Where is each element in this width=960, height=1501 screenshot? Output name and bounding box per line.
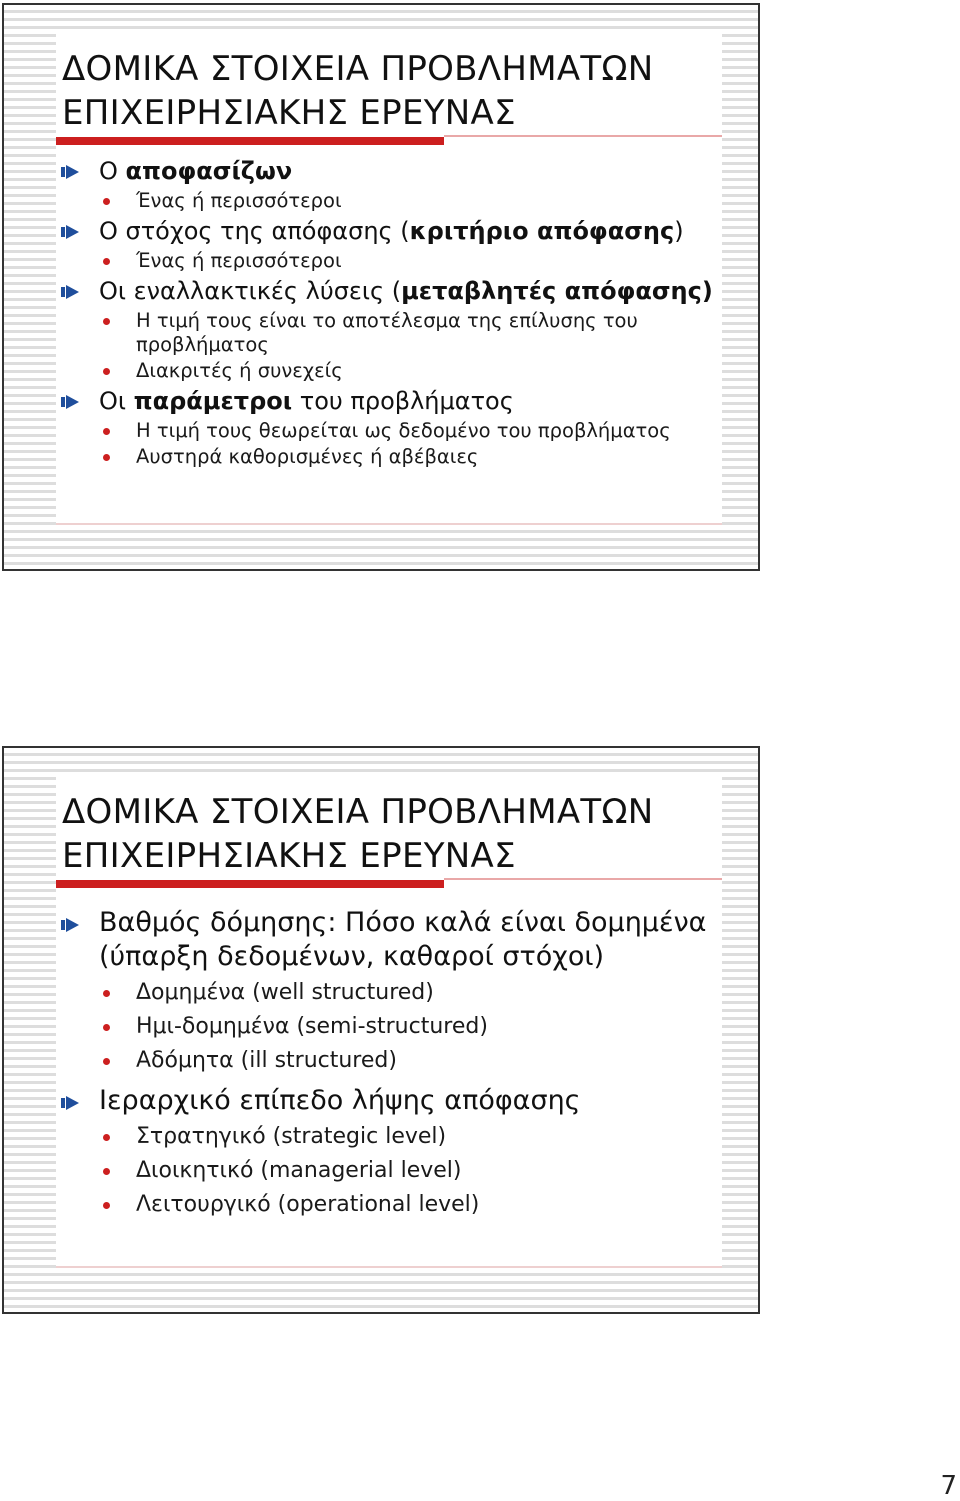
sub-bullet (56, 359, 716, 383)
slide-2-title-rule-thin (444, 878, 722, 880)
triangle-arrow-icon (61, 225, 79, 239)
red-dot-bullet-icon (103, 1168, 110, 1175)
sub-bullet-text: Διοικητικό (managerial level) (136, 1158, 462, 1183)
sub-bullet-text: Η τιμή τους είναι το αποτέλεσμα της επίλυσης του προβλήματος (136, 309, 638, 356)
sub-bullet (56, 1156, 716, 1186)
red-dot-bullet-icon (103, 428, 110, 435)
bullet-bold: κριτήριο απόφασης (409, 217, 675, 245)
red-dot-bullet-icon (103, 1058, 110, 1065)
sub-bullet-text: Διακριτές ή συνεχείς (136, 359, 343, 382)
bullet-bold: αποφασίζων (125, 157, 293, 185)
slide-1-title-line-2: ΕΠΙΧΕΙΡΗΣΙΑΚΗΣ ΕΡΕΥΝΑΣ (62, 93, 516, 133)
sub-bullet-text: Ένας ή περισσότεροι (136, 189, 342, 212)
bullet-bold: μεταβλητές απόφασης) (401, 277, 713, 305)
slide-1-content (56, 33, 722, 525)
sub-bullet (56, 309, 716, 357)
slide-2-title (62, 790, 654, 878)
red-dot-bullet-icon (103, 1202, 110, 1209)
slide-2-content (56, 776, 722, 1268)
sub-bullet-text: Στρατηγικό (strategic level) (136, 1124, 447, 1149)
slide-1-bottom-rule (56, 523, 722, 525)
red-dot-bullet-icon (103, 1024, 110, 1031)
sub-bullet (56, 1012, 716, 1042)
sub-bullet (56, 1122, 716, 1152)
triangle-arrow-icon (61, 918, 79, 932)
sub-bullet (56, 978, 716, 1008)
red-dot-bullet-icon (103, 368, 110, 375)
slide-2 (2, 746, 760, 1314)
slide-2-title-line-1: ΔΟΜΙΚΑ ΣΤΟΙΧΕΙΑ ΠΡΟΒΛΗΜΑΤΩΝ (62, 792, 654, 832)
slide-1 (2, 3, 760, 571)
slide-2-title-line-2: ΕΠΙΧΕΙΡΗΣΙΑΚΗΣ ΕΡΕΥΝΑΣ (62, 836, 516, 876)
bullet-text: Οι εναλλακτικές λύσεις ( (99, 277, 402, 305)
triangle-arrow-icon (61, 165, 79, 179)
red-dot-bullet-icon (103, 318, 110, 325)
slide-1-title-rule-red (56, 137, 444, 145)
bullet-text: Βαθμός δόμησης: Πόσο καλά είναι δομημένα (ύπαρξη δεδομένων, καθαροί στόχοι) (99, 907, 707, 972)
bullet-alternatives (56, 275, 716, 307)
bullet-text: Ιεραρχικό επίπεδο λήψης απόφασης (99, 1085, 581, 1116)
red-dot-bullet-icon (103, 198, 110, 205)
red-dot-bullet-icon (103, 454, 110, 461)
red-dot-bullet-icon (103, 990, 110, 997)
sub-bullet (56, 445, 716, 469)
red-dot-bullet-icon (103, 1134, 110, 1141)
slide-2-title-rule-red (56, 880, 444, 888)
bullet-text: Ο (99, 157, 126, 185)
red-dot-bullet-icon (103, 258, 110, 265)
sub-bullet-text: Η τιμή τους θεωρείται ως δεδομένο του προβλήματος (136, 419, 671, 442)
bullet-text: Ο στόχος της απόφασης ( (99, 217, 410, 245)
sub-bullet (56, 189, 716, 213)
slide-1-bullet-list (56, 153, 716, 469)
triangle-arrow-icon (61, 285, 79, 299)
sub-bullet-text: Αυστηρά καθορισμένες ή αβέβαιες (136, 445, 479, 468)
slide-1-title-rule-thin (444, 135, 722, 137)
triangle-arrow-icon (61, 1096, 79, 1110)
sub-bullet-text: Αδόμητα (ill structured) (136, 1048, 397, 1073)
sub-bullet-text: Λειτουργικό (operational level) (136, 1192, 480, 1217)
bullet-text: του προβλήματος (292, 387, 514, 415)
sub-bullet (56, 1046, 716, 1076)
bullet-parameters (56, 385, 716, 417)
sub-bullet-text: Ένας ή περισσότεροι (136, 249, 342, 272)
triangle-arrow-icon (61, 395, 79, 409)
bullet-text: Οι (99, 387, 134, 415)
slide-1-title-line-1: ΔΟΜΙΚΑ ΣΤΟΙΧΕΙΑ ΠΡΟΒΛΗΜΑΤΩΝ (62, 49, 654, 89)
bullet-hierarchy-level (56, 1084, 716, 1118)
bullet-bold: παράμετροι (133, 387, 293, 415)
bullet-text: ) (674, 217, 684, 245)
bullet-decision-maker (56, 155, 716, 187)
sub-bullet-text: Ημι-δομημένα (semi-structured) (136, 1014, 488, 1039)
sub-bullet (56, 1190, 716, 1220)
bullet-decision-goal (56, 215, 716, 247)
page-number: 7 (940, 1471, 957, 1501)
sub-bullet-text: Δομημένα (well structured) (136, 980, 434, 1005)
slide-1-title (62, 47, 654, 135)
slide-2-bullet-list (56, 898, 716, 1220)
sub-bullet (56, 249, 716, 273)
slide-2-bottom-rule (56, 1266, 722, 1268)
bullet-structure-degree (56, 906, 716, 974)
sub-bullet (56, 419, 716, 443)
